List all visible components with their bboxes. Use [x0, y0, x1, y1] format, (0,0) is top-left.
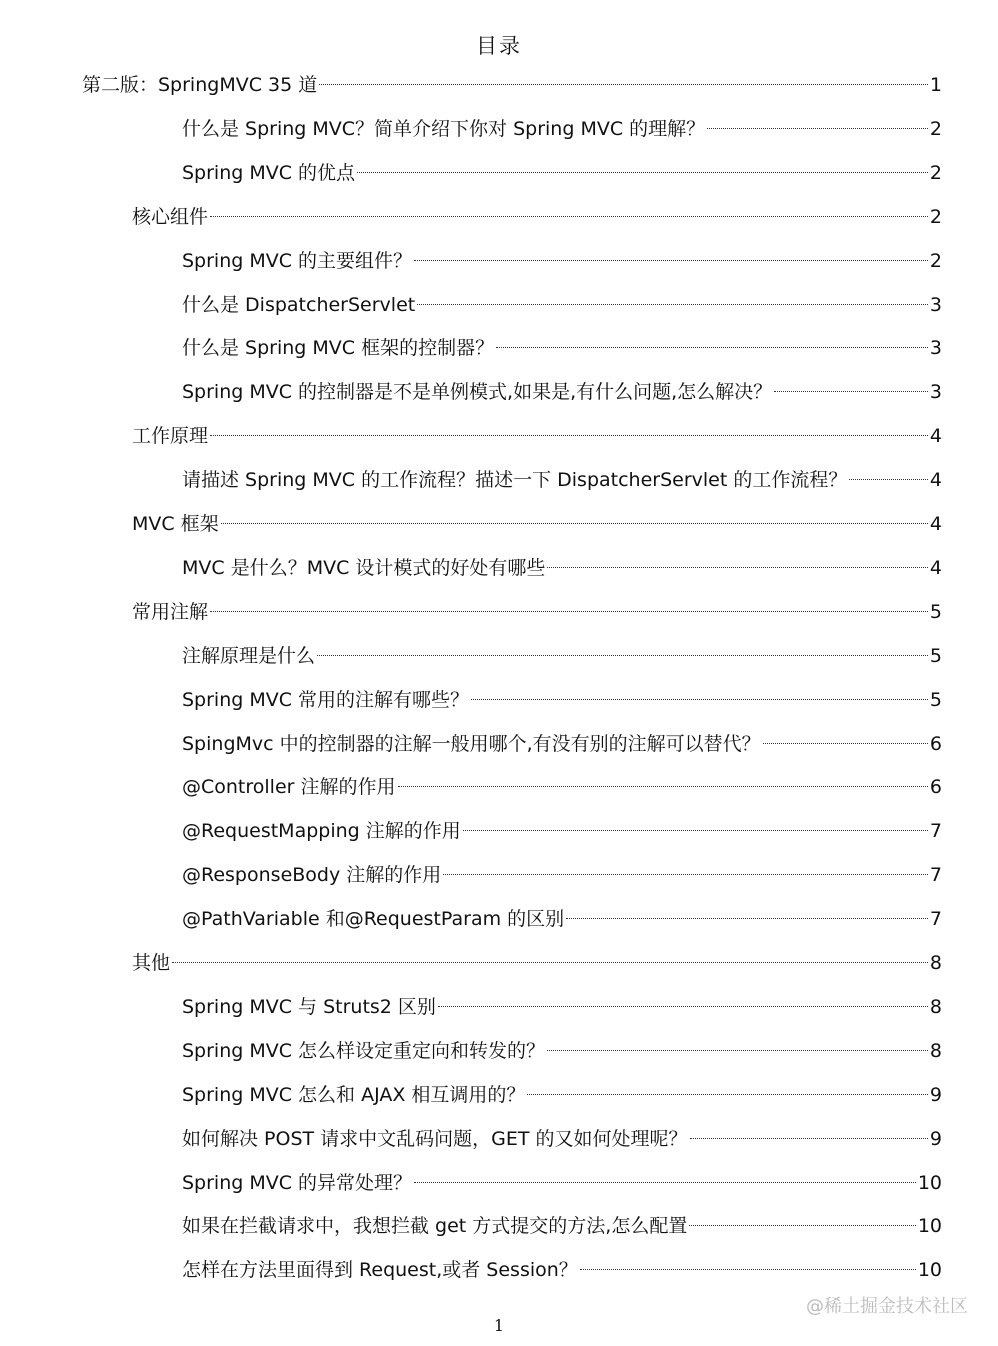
toc-dot-leader: [317, 655, 928, 656]
toc-page-number: 3: [929, 381, 942, 404]
toc-page-number: 6: [929, 732, 942, 755]
toc-dot-leader: [357, 172, 928, 173]
toc-entry-text: 请描述 Spring MVC 的工作流程？描述一下 DispatcherServlet 的工作流程？: [182, 469, 848, 492]
toc-dot-leader: [417, 304, 928, 305]
toc-page-number: 8: [929, 952, 942, 974]
toc-entry-text: Spring MVC 怎么样设定重定向和转发的？: [182, 1039, 546, 1062]
toc-page-number: 8: [929, 1039, 942, 1062]
toc-dot-leader: [398, 786, 928, 787]
toc-entry[interactable]: [132, 509, 942, 539]
toc-page-number: 3: [929, 293, 942, 316]
toc-page-number: 10: [917, 1171, 942, 1194]
toc-entry[interactable]: [182, 1255, 942, 1285]
toc-page-number: 4: [929, 469, 942, 492]
toc-page-number: 4: [929, 425, 942, 448]
toc-dot-leader: [849, 479, 928, 480]
toc-dot-leader: [210, 216, 928, 217]
toc-entry[interactable]: [132, 597, 942, 627]
toc-entry[interactable]: [182, 1124, 942, 1154]
toc-page-number: 2: [929, 161, 942, 184]
toc-dot-leader: [438, 1006, 928, 1007]
toc-entry[interactable]: [182, 816, 942, 846]
toc-page-number: 2: [929, 249, 942, 272]
toc-dot-leader: [527, 1094, 927, 1095]
toc-entry-text: @RequestMapping 注解的作用: [182, 820, 461, 843]
toc-entry[interactable]: [182, 729, 942, 759]
toc-page-number: 4: [929, 513, 942, 535]
toc-entry[interactable]: [182, 1168, 942, 1198]
watermark: @稀土掘金技术社区: [806, 1296, 968, 1317]
toc-page-number: 8: [929, 995, 942, 1018]
toc-dot-leader: [547, 1050, 928, 1051]
toc-dot-leader: [566, 918, 928, 919]
toc-entry-text: Spring MVC 的主要组件？: [182, 249, 413, 272]
toc-entry-text: @PathVariable 和@RequestParam 的区别: [182, 908, 565, 931]
toc-entry-text: Spring MVC 与 Struts2 区别: [182, 995, 436, 1018]
toc-page-number: 7: [929, 908, 942, 931]
toc-entry-text: @ResponseBody 注解的作用: [182, 864, 442, 887]
toc-dot-leader: [496, 347, 928, 348]
toc-dot-leader: [221, 523, 928, 524]
toc-page-number: 1: [929, 74, 942, 96]
toc-entry[interactable]: [182, 685, 942, 715]
toc-entry-text: Spring MVC 的优点: [182, 161, 356, 184]
toc-page-number: 10: [917, 1259, 942, 1282]
toc-entry-text: 怎样在方法里面得到 Request,或者 Session？: [182, 1259, 578, 1282]
toc-entry[interactable]: [132, 421, 942, 451]
toc-entry-text: 什么是 Spring MVC 框架的控制器？: [182, 337, 495, 360]
toc-page-number: 2: [929, 205, 942, 228]
toc-entry[interactable]: [82, 70, 942, 100]
toc-dot-leader: [763, 743, 928, 744]
toc-entry-text: 什么是 DispatcherServlet: [182, 293, 416, 316]
toc-page-number: 10: [917, 1215, 942, 1238]
toc-entry[interactable]: [182, 860, 942, 890]
toc-entry-text: 第二版：SpringMVC 35 道: [82, 74, 318, 96]
toc-dot-leader: [210, 435, 928, 436]
toc-entry[interactable]: [132, 202, 942, 232]
toc-dot-leader: [319, 84, 928, 85]
toc-page-number: 3: [929, 337, 942, 360]
toc-entry[interactable]: [182, 1211, 942, 1241]
toc-dot-leader: [172, 962, 928, 963]
toc-title: 目录: [476, 34, 522, 58]
toc-page-number: 2: [929, 117, 942, 140]
toc-dot-leader: [689, 1225, 915, 1226]
toc-entry[interactable]: [182, 158, 942, 188]
toc-entry-text: @Controller 注解的作用: [182, 776, 396, 799]
toc-entry-text: MVC 框架: [132, 513, 219, 535]
toc-entry-text: 如何解决 POST 请求中文乱码问题，GET 的又如何处理呢？: [182, 1127, 688, 1150]
toc-page-number: 5: [929, 600, 942, 623]
toc-entry[interactable]: [182, 1036, 942, 1066]
toc-page-number: 9: [929, 1127, 942, 1150]
toc-entry-text: MVC 是什么？MVC 设计模式的好处有哪些: [182, 556, 546, 579]
toc-dot-leader: [690, 1138, 928, 1139]
toc-page-number: 7: [929, 820, 942, 843]
toc-entry-text: 注解原理是什么: [182, 644, 316, 667]
toc-entry[interactable]: [182, 333, 942, 363]
toc-dot-leader: [210, 611, 928, 612]
toc-dot-leader: [471, 699, 928, 700]
toc-dot-leader: [414, 260, 928, 261]
toc-dot-leader: [580, 1269, 916, 1270]
toc-entry-text: 常用注解: [132, 600, 209, 623]
toc-entry-text: SpingMvc 中的控制器的注解一般用哪个,有没有别的注解可以替代？: [182, 732, 761, 755]
toc-dot-leader: [707, 128, 928, 129]
toc-entry-text: 如果在拦截请求中，我想拦截 get 方式提交的方法,怎么配置: [182, 1215, 688, 1238]
toc-entry-text: Spring MVC 的控制器是不是单例模式,如果是,有什么问题,怎么解决？: [182, 381, 773, 404]
toc-entry-text: 工作原理: [132, 425, 209, 448]
toc-dot-leader: [547, 567, 928, 568]
toc-entry[interactable]: [182, 772, 942, 802]
toc-entry-text: 核心组件: [132, 205, 209, 228]
toc-page-number: 6: [929, 776, 942, 799]
toc-page-number: 7: [929, 864, 942, 887]
toc-entry[interactable]: [132, 948, 942, 978]
toc-entry[interactable]: [182, 114, 942, 144]
toc-entry-text: 什么是 Spring MVC？简单介绍下你对 Spring MVC 的理解？: [182, 117, 706, 140]
toc-entry[interactable]: [182, 377, 942, 407]
toc-entry-text: Spring MVC 怎么和 AJAX 相互调用的？: [182, 1083, 526, 1106]
toc-entry[interactable]: [182, 553, 942, 583]
toc-dot-leader: [414, 1182, 916, 1183]
toc-entry[interactable]: [182, 246, 942, 276]
toc-entry[interactable]: [182, 904, 942, 934]
toc-dot-leader: [774, 391, 928, 392]
toc-entry-text: Spring MVC 的异常处理？: [182, 1171, 413, 1194]
toc-entry[interactable]: [182, 465, 942, 495]
toc-entry[interactable]: [182, 992, 942, 1022]
toc-entry[interactable]: [182, 290, 942, 320]
toc-page-number: 9: [929, 1083, 942, 1106]
toc-page-number: 5: [929, 688, 942, 711]
toc-dot-leader: [443, 874, 928, 875]
page-number: 1: [493, 1316, 505, 1335]
toc-entry[interactable]: [182, 641, 942, 671]
toc-page-number: 5: [929, 644, 942, 667]
toc-entry-text: Spring MVC 常用的注解有哪些？: [182, 688, 470, 711]
toc-entry-text: 其他: [132, 952, 171, 974]
toc-dot-leader: [463, 830, 928, 831]
toc-page-number: 4: [929, 556, 942, 579]
toc-entry[interactable]: [182, 1080, 942, 1110]
